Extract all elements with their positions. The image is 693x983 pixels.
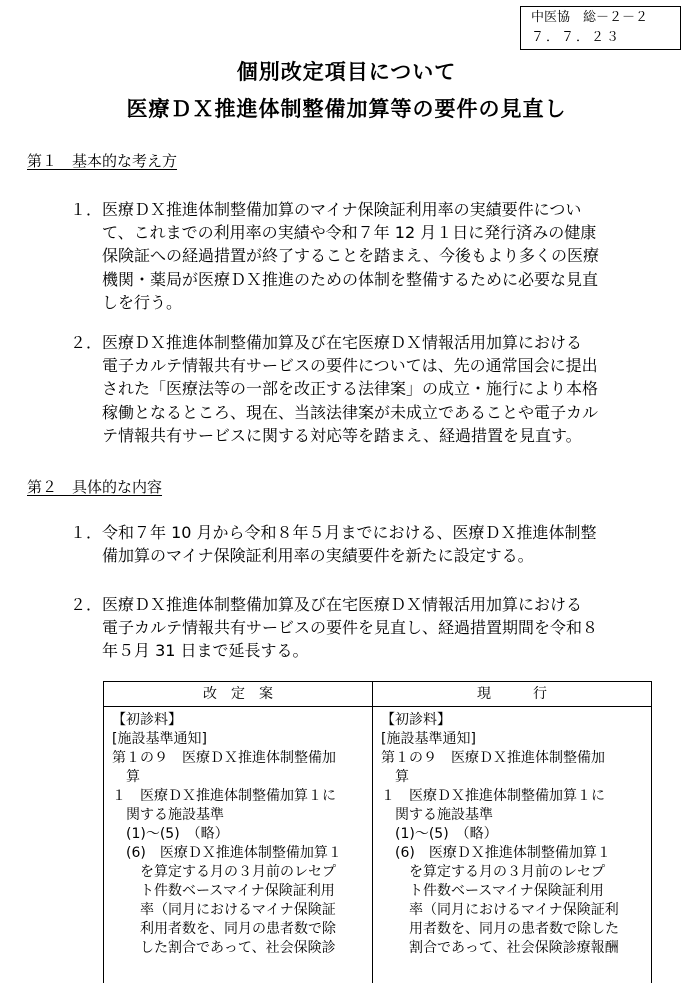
- table-line: (1)～(5) （略）: [112, 826, 229, 842]
- table-line: 第１の９ 医療ＤＸ推進体制整備加: [112, 750, 336, 766]
- text-line: 電子カルテ情報共有サービスの要件を見直し、経過措置期間を令和８: [70, 618, 599, 638]
- document-id-date: ７．７．２３: [531, 30, 622, 45]
- document-id-code: 中医協 総－２－２: [531, 10, 649, 25]
- table-line: 用者数を、同月の患者数で除した: [381, 921, 619, 937]
- table-line: [施設基準通知]: [381, 731, 476, 747]
- section2-item-1: [70, 521, 645, 567]
- column-header-revised: 改 定 案: [203, 686, 273, 702]
- text-line: １．令和７年 10 月から令和８年５月までにおける、医療ＤＸ推進体制整: [70, 523, 597, 542]
- table-line: 算: [112, 769, 140, 785]
- text-line: ２．医療ＤＸ推進体制整備加算及び在宅医療ＤＸ情報活用加算における: [70, 333, 583, 352]
- table-line: (6) 医療ＤＸ推進体制整備加算１: [112, 845, 342, 861]
- current-column: [381, 711, 649, 958]
- table-line: を算定する月の３月前のレセプ: [381, 864, 605, 880]
- text-line: 電子カルテ情報共有サービスの要件については、先の通常国会に提出: [70, 356, 598, 376]
- page-subtitle: 医療ＤＸ推進体制整備加算等の要件の見直し: [126, 97, 567, 121]
- table-line: を算定する月の３月前のレセプ: [112, 864, 336, 880]
- text-line: て、これまでの利用率の実績や令和７年 12 月１日に発行済みの健康: [70, 223, 597, 243]
- text-line: テ情報共有サービスに関する対応等を踏まえ、経過措置を見直す。: [70, 425, 582, 445]
- column-divider: [372, 682, 373, 983]
- table-line: [施設基準通知]: [112, 731, 207, 747]
- table-line: 割合であって、社会保険診療報酬: [381, 940, 619, 956]
- revised-column: [112, 711, 370, 958]
- text-line: １．医療ＤＸ推進体制整備加算のマイナ保険証利用率の実績要件につい: [70, 200, 582, 219]
- text-line: 年５月 31 日まで延長する。: [70, 641, 309, 661]
- comparison-table: [103, 681, 652, 983]
- table-line: 関する施設基準: [381, 807, 493, 823]
- text-line: 備加算のマイナ保険証利用率の実績要件を新たに設定する。: [70, 546, 534, 566]
- table-line: ト件数ベースマイナ保険証利用: [381, 883, 604, 899]
- text-line: しを行う。: [70, 292, 183, 312]
- page-title: 個別改定項目について: [236, 60, 457, 84]
- text-line: 保険証への経過措置が終了することを踏まえ、今後もより多くの医療: [70, 246, 599, 266]
- section-heading-basic-policy: 第１ 基本的な考え方: [27, 152, 178, 170]
- text-line: 稼働となるところ、現在、当該法律案が未成立であることや電子カル: [70, 402, 599, 422]
- table-line: １ 医療ＤＸ推進体制整備加算１に: [112, 788, 336, 804]
- table-line: (1)～(5) （略）: [381, 826, 498, 842]
- table-line: 【初診料】: [112, 712, 182, 728]
- table-line: (6) 医療ＤＸ推進体制整備加算１: [381, 845, 611, 861]
- header-rule: [104, 706, 651, 707]
- document-id-box: [520, 6, 681, 50]
- table-line: 関する施設基準: [112, 807, 224, 823]
- table-line: 第１の９ 医療ＤＸ推進体制整備加: [381, 750, 605, 766]
- table-line: 利用者数を、同月の患者数で除: [112, 921, 336, 937]
- column-header-current: 現 行: [477, 686, 547, 702]
- text-line: された「医療法等の一部を改正する法律案」の成立・施行により本格: [70, 379, 599, 399]
- table-line: １ 医療ＤＸ推進体制整備加算１に: [381, 788, 605, 804]
- table-line: した割合であって、社会保険診: [112, 940, 336, 956]
- table-line: 【初診料】: [381, 712, 451, 728]
- section2-item-2: [70, 593, 645, 663]
- table-line: 率（同月におけるマイナ保険証: [112, 902, 336, 918]
- section1-item-1: [70, 198, 645, 314]
- text-line: ２．医療ＤＸ推進体制整備加算及び在宅医療ＤＸ情報活用加算における: [70, 595, 583, 614]
- section1-item-2: [70, 331, 645, 447]
- text-line: 機関・薬局が医療ＤＸ推進のための体制を整備するために必要な見直: [70, 269, 599, 289]
- table-line: 算: [381, 769, 409, 785]
- table-line: 率（同月におけるマイナ保険証利: [381, 902, 619, 918]
- table-line: ト件数ベースマイナ保険証利用: [112, 883, 335, 899]
- section-heading-specific-content: 第２ 具体的な内容: [27, 478, 163, 496]
